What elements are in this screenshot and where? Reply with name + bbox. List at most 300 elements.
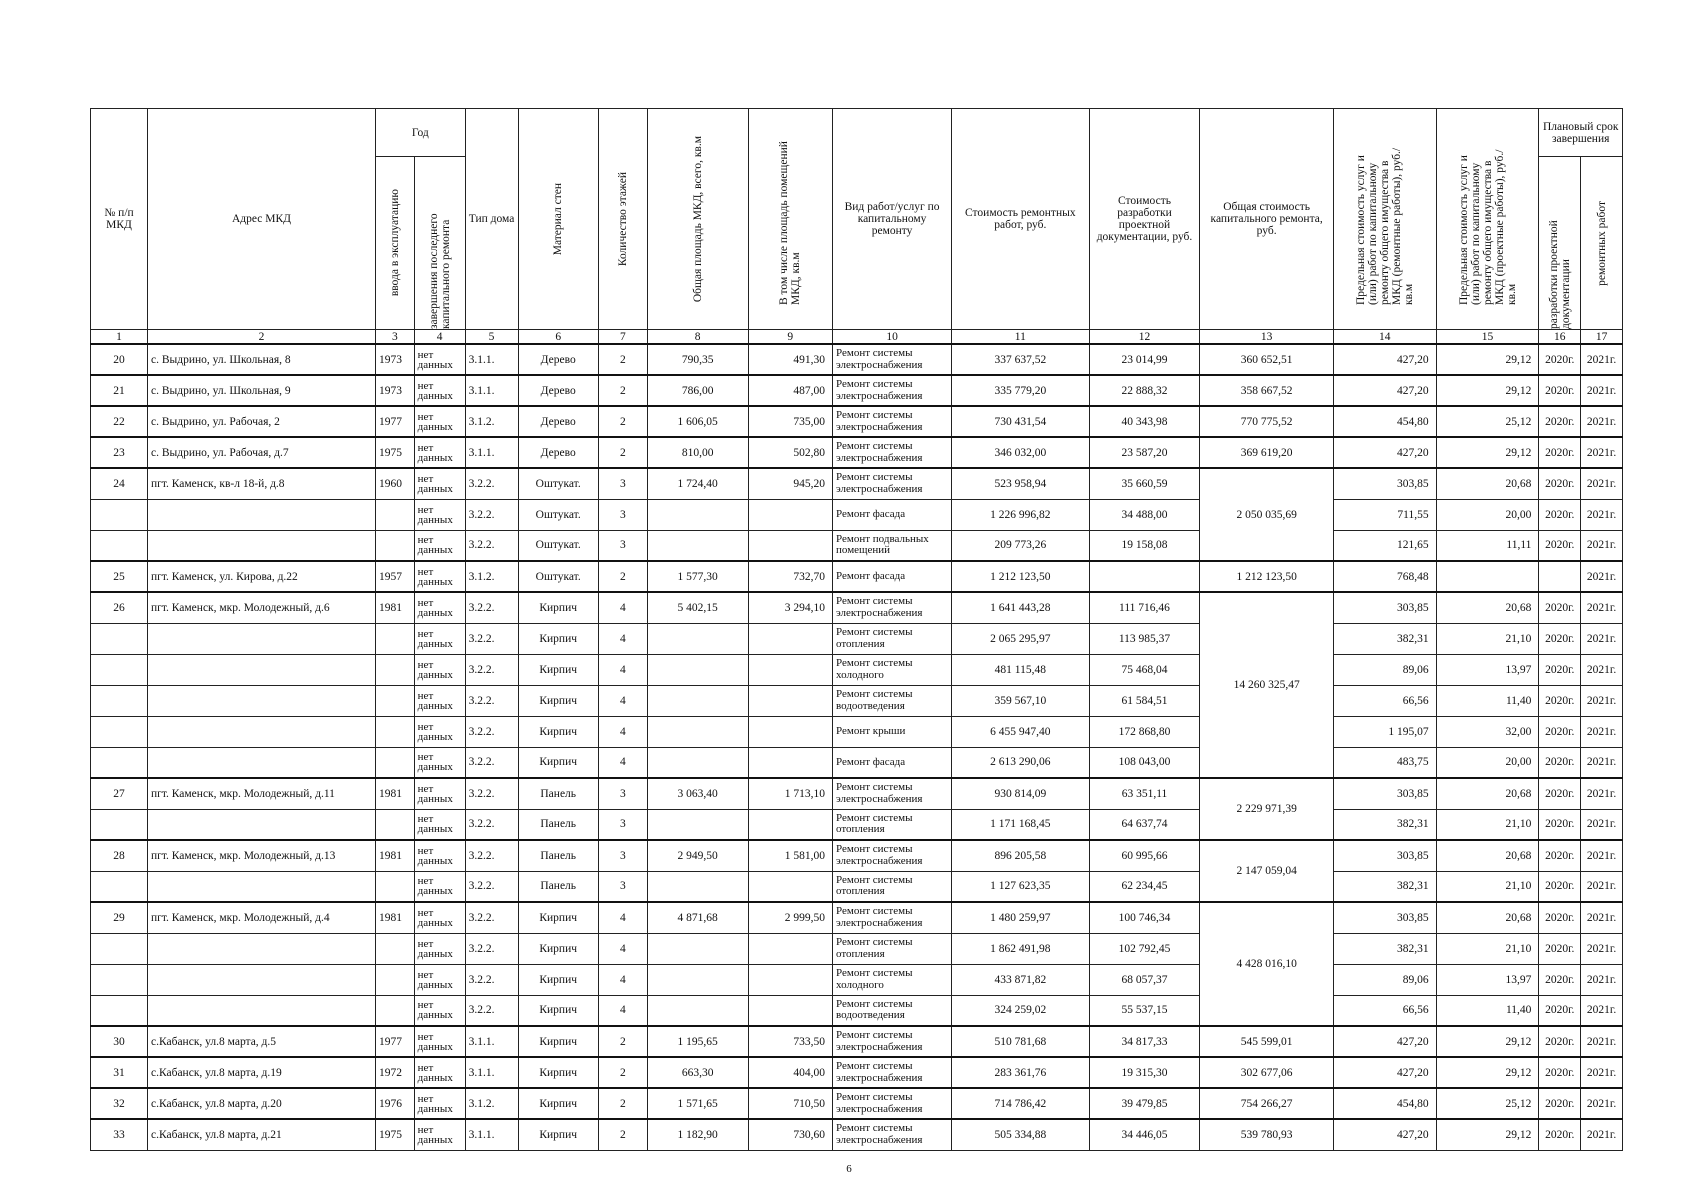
deadline-repair: 2021г.	[1586, 694, 1617, 707]
wall-material: Дерево	[540, 415, 576, 428]
premises-area-cell	[748, 809, 832, 840]
repair-cost-cell	[952, 499, 1089, 530]
work-type: Ремонт системы электроснабжения	[836, 843, 923, 867]
total-area: 663,30	[681, 1066, 714, 1079]
limit-repair-cell	[1333, 1057, 1436, 1088]
wall-material: Оштукат.	[535, 539, 581, 552]
wall-material: Оштукат.	[535, 508, 581, 521]
limit-design-cell	[1436, 561, 1539, 592]
floors-cell	[598, 499, 647, 530]
row-number-cell	[91, 685, 148, 716]
address-cell	[148, 437, 376, 468]
floors: 2	[619, 446, 626, 459]
year-commission-cell	[376, 375, 415, 406]
work-type-cell	[833, 716, 952, 747]
year-last-repair: нет данных	[417, 565, 453, 588]
limit-design-cell	[1436, 964, 1539, 995]
total-area: 1 195,65	[677, 1035, 718, 1048]
limit-design: 21,10	[1505, 632, 1532, 645]
wall-material-cell	[518, 623, 598, 654]
column-number: 15	[1436, 330, 1539, 345]
limit-repair-cell	[1333, 499, 1436, 530]
limit-design: 11,40	[1505, 1004, 1532, 1017]
limit-repair-cell	[1333, 1088, 1436, 1119]
premises-area-cell	[748, 840, 832, 871]
house-type-cell	[465, 685, 518, 716]
total-area-cell	[647, 468, 748, 499]
premises-area-cell	[748, 592, 832, 623]
premises-area-cell	[748, 995, 832, 1026]
year-last-repair-cell	[414, 716, 465, 747]
wall-material: Дерево	[540, 384, 576, 397]
floors: 2	[619, 353, 626, 366]
premises-area: 1 581,00	[784, 849, 826, 862]
repair-cost-cell	[952, 530, 1089, 561]
house-type-cell	[465, 437, 518, 468]
repair-cost: 1 862 491,98	[990, 942, 1051, 955]
floors-cell	[598, 654, 647, 685]
repair-cost: 1 171 168,45	[990, 818, 1051, 831]
limit-repair-cell	[1333, 933, 1436, 964]
floors: 4	[619, 942, 626, 955]
column-number: 3	[376, 330, 415, 345]
design-cost-cell	[1089, 375, 1200, 406]
limit-design-cell	[1436, 716, 1539, 747]
work-type-cell	[833, 654, 952, 685]
total-area: 786,00	[681, 384, 714, 397]
deadline-repair: 2021г.	[1586, 849, 1617, 862]
premises-area: 735,00	[793, 415, 826, 428]
work-type-cell	[833, 437, 952, 468]
total-area-cell	[647, 1057, 748, 1088]
floors-cell	[598, 902, 647, 933]
wall-material-cell	[518, 561, 598, 592]
design-cost: 55 537,15	[1121, 1004, 1168, 1017]
header-house-type: Тип дома	[465, 109, 518, 330]
limit-design-cell	[1436, 1057, 1539, 1088]
total-area-cell	[647, 964, 748, 995]
deadline-design: 2020г.	[1545, 1097, 1575, 1110]
year-commission: 1981	[379, 787, 402, 800]
design-cost: 108 043,00	[1118, 756, 1171, 769]
floors-cell	[598, 871, 647, 902]
house-type-cell	[465, 375, 518, 406]
column-number: 11	[952, 330, 1089, 345]
wall-material: Оштукат.	[535, 570, 581, 583]
work-type: Ремонт подвальных помещений	[836, 532, 929, 557]
limit-repair: 382,31	[1396, 942, 1429, 955]
row-number-cell	[91, 1119, 148, 1150]
premises-area: 404,00	[793, 1066, 826, 1079]
limit-repair: 89,06	[1402, 973, 1429, 986]
repair-cost-cell	[952, 623, 1089, 654]
house-type: 3.1.1.	[468, 446, 495, 459]
limit-design-cell	[1436, 933, 1539, 964]
wall-material: Кирпич	[539, 632, 578, 645]
house-type: 3.2.2.	[468, 601, 495, 614]
deadline-repair: 2021г.	[1586, 477, 1617, 490]
floors-cell	[598, 778, 647, 809]
year-last-repair-cell	[414, 840, 465, 871]
floors: 4	[619, 1004, 626, 1017]
wall-material-cell	[518, 902, 598, 933]
total-area: 1 724,40	[677, 477, 718, 490]
deadline-design-cell	[1539, 468, 1581, 499]
floors-cell	[598, 344, 647, 375]
address-cell	[148, 1088, 376, 1119]
deadline-repair: 2021г.	[1586, 787, 1617, 800]
year-commission-cell	[376, 344, 415, 375]
deadline-design: 2020г.	[1545, 787, 1575, 800]
limit-repair-cell	[1333, 685, 1436, 716]
limit-repair-cell	[1333, 902, 1436, 933]
design-cost: 22 888,32	[1121, 384, 1168, 397]
address: пгт. Каменск, мкр. Молодежный, д.4	[151, 911, 330, 924]
table-row	[91, 747, 1623, 778]
repair-cost: 523 958,94	[994, 477, 1047, 490]
floors: 2	[619, 1128, 626, 1141]
house-type-cell	[465, 778, 518, 809]
floors-cell	[598, 840, 647, 871]
deadline-repair-cell	[1581, 871, 1623, 902]
wall-material: Панель	[540, 818, 577, 831]
limit-design: 20,00	[1505, 508, 1532, 521]
row-number-cell	[91, 995, 148, 1026]
premises-area-cell	[748, 1057, 832, 1088]
house-type-cell	[465, 623, 518, 654]
work-type-cell	[833, 685, 952, 716]
limit-design: 32,00	[1505, 725, 1532, 738]
header-premises-area: В том числе площадь помещений МКД, кв.м	[748, 109, 832, 330]
limit-repair: 303,85	[1396, 601, 1429, 614]
total-cost: 770 775,52	[1240, 415, 1293, 428]
limit-design: 29,12	[1505, 384, 1532, 397]
deadline-repair-cell	[1581, 995, 1623, 1026]
year-last-repair-cell	[414, 1057, 465, 1088]
premises-area: 732,70	[793, 570, 826, 583]
total-cost: 2 050 035,69	[1236, 508, 1297, 521]
deadline-design: 2020г.	[1545, 880, 1575, 893]
address-cell	[148, 778, 376, 809]
year-last-repair: нет данных	[417, 379, 453, 402]
limit-design-cell	[1436, 1026, 1539, 1057]
premises-area: 502,80	[793, 446, 826, 459]
column-number: 7	[598, 330, 647, 345]
work-type-cell	[833, 933, 952, 964]
floors: 3	[619, 818, 626, 831]
floors-cell	[598, 716, 647, 747]
year-last-repair: нет данных	[417, 1061, 453, 1084]
repair-cost: 714 786,42	[994, 1097, 1047, 1110]
repair-cost-cell	[952, 964, 1089, 995]
repair-cost-cell	[952, 406, 1089, 437]
repair-cost-cell	[952, 809, 1089, 840]
work-type: Ремонт системы отопления	[836, 626, 913, 650]
premises-area-cell	[748, 468, 832, 499]
table-row	[91, 871, 1623, 902]
year-commission: 1977	[379, 415, 402, 428]
floors: 4	[619, 694, 626, 707]
row-number-cell	[91, 871, 148, 902]
deadline-repair: 2021г.	[1586, 1004, 1617, 1017]
limit-design: 29,12	[1505, 1128, 1532, 1141]
table-row	[91, 716, 1623, 747]
deadline-repair: 2021г.	[1586, 1128, 1617, 1141]
work-type-cell	[833, 902, 952, 933]
total-area-cell	[647, 933, 748, 964]
limit-design-cell	[1436, 375, 1539, 406]
repair-cost-cell	[952, 685, 1089, 716]
design-cost: 34 446,05	[1121, 1128, 1168, 1141]
premises-area-cell	[748, 406, 832, 437]
header-design-cost: Стоимость разработки проектной документации, руб.	[1089, 109, 1200, 330]
limit-design: 13,97	[1505, 973, 1532, 986]
deadline-repair-cell	[1581, 716, 1623, 747]
total-area-cell	[647, 902, 748, 933]
design-cost-cell	[1089, 499, 1200, 530]
work-type-cell	[833, 809, 952, 840]
wall-material-cell	[518, 964, 598, 995]
total-cost: 2 229 971,39	[1236, 803, 1297, 815]
deadline-repair: 2021г.	[1586, 601, 1617, 614]
repair-cost-cell	[952, 1088, 1089, 1119]
house-type: 3.1.1.	[468, 1128, 495, 1141]
column-number: 5	[465, 330, 518, 345]
deadline-design: 2020г.	[1545, 1004, 1575, 1017]
premises-area: 487,00	[793, 384, 826, 397]
address: с. Выдрино, ул. Рабочая, д.7	[151, 446, 289, 459]
work-type: Ремонт системы электроснабжения	[836, 781, 923, 805]
limit-design: 20,68	[1505, 787, 1532, 800]
wall-material-cell	[518, 592, 598, 623]
house-type-cell	[465, 1026, 518, 1057]
house-type: 3.2.2.	[468, 1004, 495, 1017]
deadline-design-cell	[1539, 1088, 1581, 1119]
limit-design-cell	[1436, 1088, 1539, 1119]
header-floors: Количество этажей	[598, 109, 647, 330]
table-row	[91, 654, 1623, 685]
deadline-design-cell	[1539, 654, 1581, 685]
limit-repair-cell	[1333, 1119, 1436, 1150]
deadline-repair: 2021г.	[1586, 353, 1617, 366]
work-type: Ремонт фасада	[836, 755, 906, 768]
address-cell	[148, 623, 376, 654]
table-row	[91, 499, 1623, 530]
total-area-cell	[647, 1088, 748, 1119]
deadline-design-cell	[1539, 344, 1581, 375]
premises-area-cell	[748, 530, 832, 561]
limit-repair: 454,80	[1396, 1097, 1429, 1110]
year-last-repair: нет данных	[417, 875, 453, 898]
deadline-design-cell	[1539, 530, 1581, 561]
total-area-cell	[647, 344, 748, 375]
deadline-design: 2020г.	[1545, 1066, 1575, 1079]
floors: 2	[619, 570, 626, 583]
row-number-cell	[91, 747, 148, 778]
limit-design-cell	[1436, 840, 1539, 871]
year-commission: 1977	[379, 1035, 402, 1048]
floors-cell	[598, 561, 647, 592]
deadline-repair-cell	[1581, 623, 1623, 654]
work-type-cell	[833, 499, 952, 530]
table-row	[91, 809, 1623, 840]
year-last-repair-cell	[414, 809, 465, 840]
limit-design: 11,11	[1506, 539, 1532, 552]
row-number: 27	[113, 787, 125, 800]
deadline-repair-cell	[1581, 344, 1623, 375]
limit-design: 20,68	[1505, 477, 1532, 490]
limit-design-cell	[1436, 468, 1539, 499]
deadline-design-cell	[1539, 809, 1581, 840]
limit-repair: 303,85	[1396, 477, 1429, 490]
design-cost-cell	[1089, 747, 1200, 778]
total-area: 5 402,15	[677, 601, 718, 614]
total-area-cell	[647, 592, 748, 623]
year-last-repair: нет данных	[417, 1092, 453, 1115]
address-cell	[148, 499, 376, 530]
work-type: Ремонт системы отопления	[836, 936, 913, 960]
total-cost-cell	[1200, 344, 1333, 375]
year-last-repair-cell	[414, 1119, 465, 1150]
work-type: Ремонт системы отопления	[836, 873, 913, 898]
deadline-design-cell	[1539, 840, 1581, 871]
wall-material-cell	[518, 716, 598, 747]
year-last-repair: нет данных	[417, 999, 453, 1022]
year-last-repair: нет данных	[417, 348, 453, 371]
premises-area: 2 999,50	[784, 911, 826, 924]
address: с. Выдрино, ул. Рабочая, 2	[151, 415, 280, 428]
design-cost: 68 057,37	[1121, 973, 1168, 986]
total-area-cell	[647, 871, 748, 902]
row-number: 31	[113, 1066, 125, 1079]
design-cost-cell	[1089, 1119, 1200, 1150]
header-total-cost: Общая стоимость капитального ремонта, руб.	[1200, 109, 1333, 330]
table-row	[91, 1088, 1623, 1119]
header-year-commission: ввода в эксплуатацию	[376, 157, 415, 330]
deadline-repair: 2021г.	[1586, 663, 1617, 676]
wall-material-cell	[518, 747, 598, 778]
year-last-repair-cell	[414, 406, 465, 437]
floors: 4	[619, 663, 626, 676]
premises-area-cell	[748, 654, 832, 685]
header-work-type: Вид работ/услуг по капитальному ремонту	[833, 109, 952, 330]
design-cost-cell	[1089, 623, 1200, 654]
deadline-repair-cell	[1581, 530, 1623, 561]
year-last-repair-cell	[414, 871, 465, 902]
design-cost-cell	[1089, 344, 1200, 375]
table-row	[91, 964, 1623, 995]
row-number-cell	[91, 1088, 148, 1119]
repair-cost: 1 212 123,50	[990, 570, 1051, 583]
house-type-cell	[465, 1119, 518, 1150]
limit-design: 20,68	[1505, 911, 1532, 924]
limit-repair-cell	[1333, 561, 1436, 592]
deadline-design-cell	[1539, 437, 1581, 468]
floors: 2	[619, 1097, 626, 1110]
total-area-cell	[647, 1026, 748, 1057]
address-cell	[148, 840, 376, 871]
deadline-design: 2020г.	[1545, 663, 1575, 676]
house-type: 3.2.2.	[468, 539, 495, 552]
house-type: 3.1.1.	[468, 1066, 495, 1079]
wall-material: Кирпич	[539, 942, 578, 955]
row-number-cell	[91, 592, 148, 623]
premises-area-cell	[748, 1088, 832, 1119]
limit-design-cell	[1436, 654, 1539, 685]
year-last-repair: нет данных	[417, 937, 453, 960]
limit-repair: 303,85	[1396, 911, 1429, 924]
design-cost-cell	[1089, 995, 1200, 1026]
work-type: Ремонт фасада	[836, 569, 906, 582]
limit-repair-cell	[1333, 964, 1436, 995]
year-commission: 1960	[379, 477, 402, 490]
deadline-design: 2020г.	[1545, 942, 1575, 955]
year-last-repair: нет данных	[417, 906, 453, 929]
repair-cost: 433 871,82	[994, 973, 1047, 986]
floors-cell	[598, 685, 647, 716]
design-cost-cell	[1089, 406, 1200, 437]
row-number: 21	[113, 384, 125, 397]
wall-material: Панель	[540, 880, 577, 893]
row-number-cell	[91, 468, 148, 499]
house-type: 3.1.1.	[468, 384, 495, 397]
total-cost: 1 212 123,50	[1236, 570, 1297, 583]
premises-area-cell	[748, 623, 832, 654]
limit-repair: 454,80	[1396, 415, 1429, 428]
total-cost-cell	[1200, 1088, 1333, 1119]
header-repair-cost: Стоимость ремонтных работ, руб.	[952, 109, 1089, 330]
header-num: № п/п МКД	[91, 109, 148, 330]
column-number-row	[91, 330, 1623, 345]
address-cell	[148, 468, 376, 499]
work-type: Ремонт системы электроснабжения	[836, 1029, 923, 1053]
limit-design: 25,12	[1505, 415, 1532, 428]
deadline-repair: 2021г.	[1586, 1035, 1617, 1048]
address-cell	[148, 933, 376, 964]
limit-design-cell	[1436, 437, 1539, 468]
total-cost-cell	[1200, 1119, 1333, 1150]
deadline-repair-cell	[1581, 592, 1623, 623]
premises-area-cell	[748, 778, 832, 809]
design-cost-cell	[1089, 468, 1200, 499]
floors-cell	[598, 1026, 647, 1057]
limit-repair-cell	[1333, 747, 1436, 778]
total-cost-cell	[1200, 468, 1333, 561]
design-cost-cell	[1089, 871, 1200, 902]
year-last-repair-cell	[414, 561, 465, 592]
house-type: 3.2.2.	[468, 880, 495, 893]
deadline-design-cell	[1539, 623, 1581, 654]
year-last-repair-cell	[414, 1088, 465, 1119]
work-type: Ремонт системы электроснабжения	[836, 409, 923, 433]
deadline-repair: 2021г.	[1586, 1066, 1617, 1079]
repair-cost-cell	[952, 468, 1089, 499]
address-cell	[148, 716, 376, 747]
repair-cost-cell	[952, 871, 1089, 902]
house-type-cell	[465, 1057, 518, 1088]
limit-repair-cell	[1333, 809, 1436, 840]
total-cost-cell	[1200, 840, 1333, 902]
header-year-last-repair: завершения последнего капитального ремонта	[414, 157, 465, 330]
limit-repair-cell	[1333, 654, 1436, 685]
wall-material: Кирпич	[539, 1097, 578, 1110]
premises-area-cell	[748, 871, 832, 902]
limit-repair: 66,56	[1402, 694, 1429, 707]
repair-cost: 337 637,52	[994, 353, 1047, 366]
year-commission-cell	[376, 530, 415, 561]
repair-cost: 283 361,76	[994, 1066, 1047, 1079]
row-number: 28	[113, 849, 125, 862]
